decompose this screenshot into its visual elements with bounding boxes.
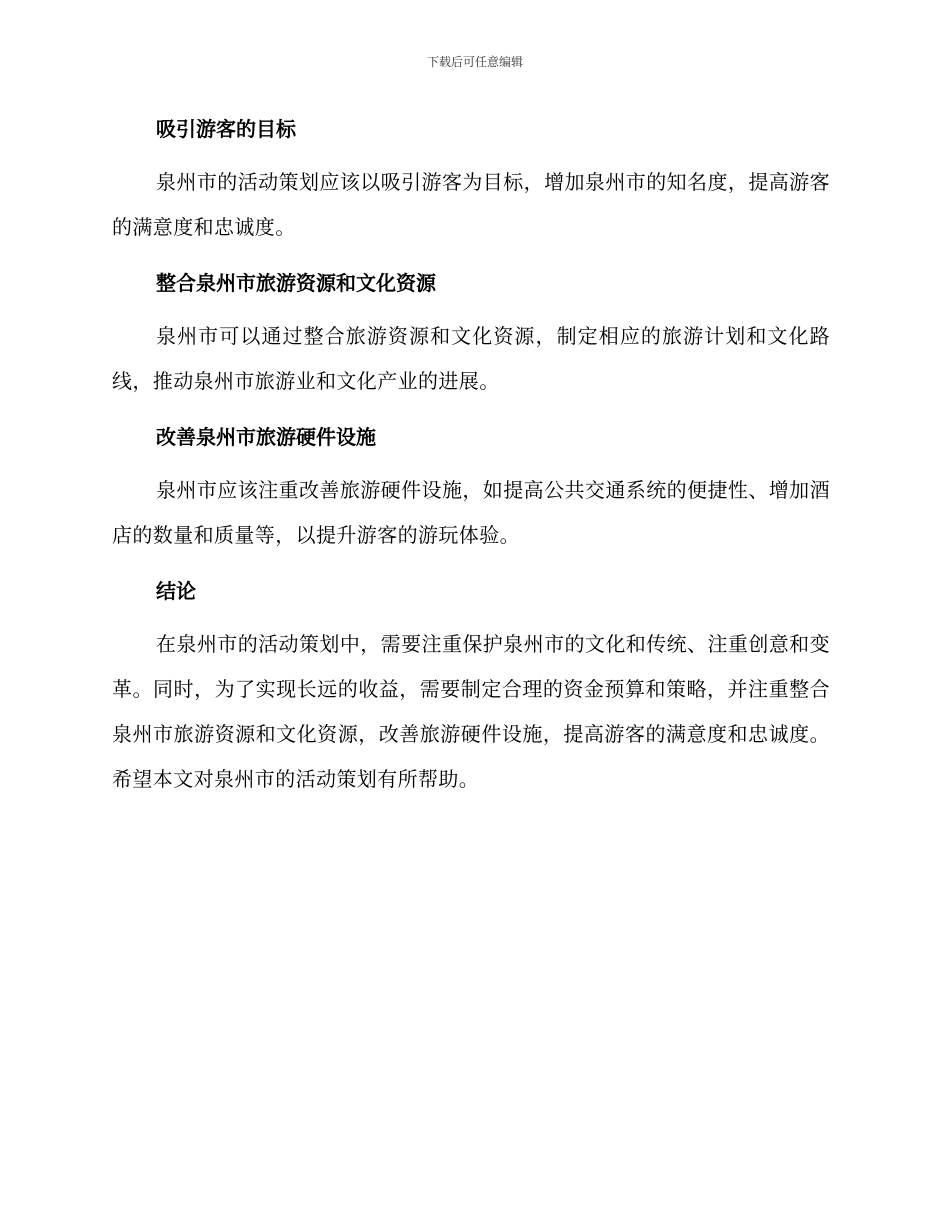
section-paragraph: 泉州市应该注重改善旅游硬件设施，如提高公共交通系统的便捷性、增加酒店的数量和质量等，以提升游客的游玩体验。 <box>112 478 830 547</box>
section-paragraph: 在泉州市的活动策划中，需要注重保护泉州市的文化和传统、注重创意和变革。同时，为了实现长远的收益，需要制定合理的资金预算和策略，并注重整合泉州市旅游资源和文化资源，改善旅游硬件设施，提高游客的满意度和忠诚度。希望本文对泉州市的活动策划有所帮助。 <box>112 632 830 791</box>
section-improve-facilities <box>112 418 830 558</box>
section-conclusion <box>112 572 830 802</box>
document-body <box>112 110 830 802</box>
section-paragraph: 泉州市的活动策划应该以吸引游客为目标，增加泉州市的知名度，提高游客的满意度和忠诚度。 <box>112 170 830 239</box>
page-header: 下载后可任意编辑 <box>426 55 523 69</box>
section-attract-tourists <box>112 110 830 250</box>
section-heading: 改善泉州市旅游硬件设施 <box>156 425 376 449</box>
section-heading: 吸引游客的目标 <box>156 117 296 141</box>
section-heading: 结论 <box>156 579 196 603</box>
section-paragraph: 泉州市可以通过整合旅游资源和文化资源，制定相应的旅游计划和文化路线，推动泉州市旅游业和文化产业的进展。 <box>112 324 830 393</box>
section-heading: 整合泉州市旅游资源和文化资源 <box>156 271 436 295</box>
section-integrate-resources <box>112 264 830 404</box>
